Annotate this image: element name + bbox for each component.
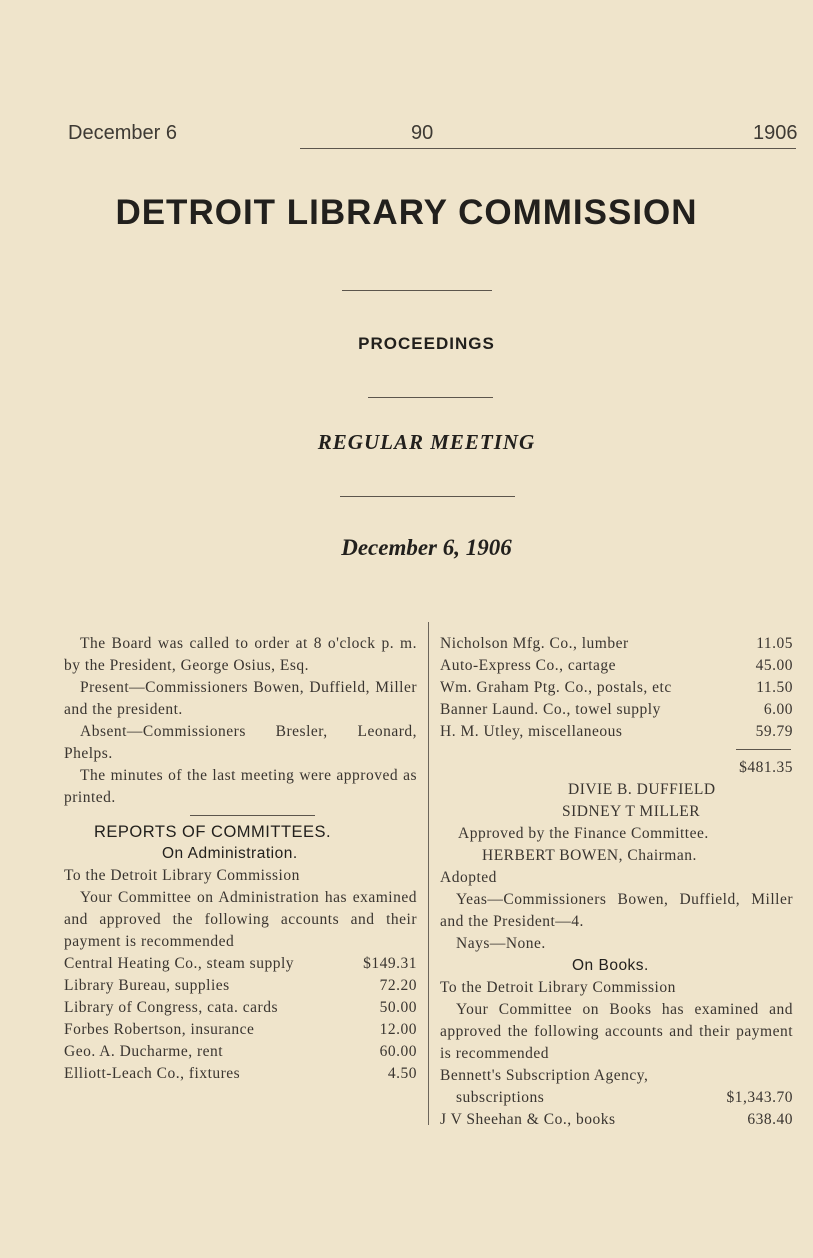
call-to-order: The Board was called to order at 8 o'clock p. m. by the President, George Osius, Esq. — [64, 635, 417, 674]
account-amount: 638.40 — [747, 1111, 793, 1128]
account-amount: 11.50 — [756, 679, 793, 696]
signature-miller: SIDNEY T MILLER — [562, 803, 701, 820]
reports-divider — [190, 815, 315, 816]
adopted-note: Adopted — [440, 869, 497, 886]
account-amount: $149.31 — [363, 955, 417, 972]
account-amount: 12.00 — [379, 1021, 417, 1038]
account-name: J V Sheehan & Co., books — [440, 1111, 616, 1128]
reports-heading: REPORTS OF COMMITTEES. — [94, 823, 332, 841]
account-row — [440, 677, 793, 699]
account-amount: 72.20 — [379, 977, 417, 994]
books-report-text: Your Committee on Books has examined and approved the following accounts and their payment is recommended — [440, 1001, 793, 1062]
signature-duffield: DIVIE B. DUFFIELD — [568, 781, 716, 798]
account-amount: 50.00 — [379, 999, 417, 1016]
meeting-heading: REGULAR MEETING — [317, 430, 536, 454]
account-row — [64, 1041, 417, 1063]
account-amount: 60.00 — [379, 1043, 417, 1060]
account-amount: $1,343.70 — [726, 1089, 793, 1106]
account-name: Central Heating Co., steam supply — [64, 955, 295, 972]
absent-list: Absent—Commissioners Bresler, Leonard, Phelps. — [64, 723, 417, 762]
account-row — [64, 997, 417, 1019]
finance-chairman: HERBERT BOWEN, Chairman. — [482, 847, 697, 864]
accounts-total: $481.35 — [739, 759, 793, 776]
account-row — [440, 633, 793, 655]
account-amount: 6.00 — [763, 701, 793, 718]
account-row — [64, 1019, 417, 1041]
page-title: DETROIT LIBRARY COMMISSION — [115, 193, 698, 232]
account-name: Library of Congress, cata. cards — [64, 999, 278, 1016]
column-divider — [428, 622, 429, 1125]
books-heading: On Books. — [572, 957, 649, 974]
account-name: Nicholson Mfg. Co., lumber — [440, 635, 629, 652]
account-name: H. M. Utley, miscellaneous — [440, 723, 623, 740]
admin-accounts — [64, 953, 417, 1085]
meeting-date: December 6, 1906 — [341, 535, 512, 560]
account-row — [440, 1087, 793, 1109]
account-row — [64, 1063, 417, 1085]
account-name: Auto-Express Co., cartage — [440, 657, 617, 674]
right-column — [440, 633, 793, 1131]
account-row — [64, 975, 417, 997]
account-row — [440, 699, 793, 721]
admin-accounts-continued — [440, 633, 793, 743]
nays-vote: Nays—None. — [456, 935, 546, 952]
title-divider — [342, 290, 492, 291]
total-rule — [736, 749, 791, 750]
left-column — [64, 633, 417, 1085]
account-name: Banner Laund. Co., towel supply — [440, 701, 661, 718]
minutes-approval: The minutes of the last meeting were approved as printed. — [64, 767, 417, 806]
admin-report-text: Your Committee on Administration has examined and approved the following accounts and their payment is recommended — [64, 889, 417, 950]
header-rule — [300, 148, 796, 149]
account-name: Elliott-Leach Co., fixtures — [64, 1065, 241, 1082]
proceedings-heading: PROCEEDINGS — [358, 334, 495, 353]
account-name: Geo. A. Ducharme, rent — [64, 1043, 224, 1060]
account-row — [440, 655, 793, 677]
total-rule-wrap — [440, 743, 793, 757]
header-date: December 6 — [68, 122, 177, 144]
account-amount: 11.05 — [756, 635, 793, 652]
section-spacer — [64, 809, 417, 821]
present-list: Present—Commissioners Bowen, Duffield, Miller and the president. — [64, 679, 417, 718]
proceedings-divider — [368, 397, 493, 398]
admin-address: To the Detroit Library Commission — [64, 867, 300, 884]
account-name: subscriptions — [456, 1089, 545, 1106]
account-name: Forbes Robertson, insurance — [64, 1021, 255, 1038]
page-number: 90 — [411, 122, 434, 144]
account-name: Library Bureau, supplies — [64, 977, 230, 994]
header-year: 1906 — [753, 122, 798, 144]
bennett-account-name: Bennett's Subscription Agency, — [440, 1067, 649, 1084]
account-row — [440, 1109, 793, 1131]
account-name: Wm. Graham Ptg. Co., postals, etc — [440, 679, 672, 696]
administration-heading: On Administration. — [162, 845, 298, 862]
account-amount: 4.50 — [387, 1065, 417, 1082]
finance-approval: Approved by the Finance Committee. — [458, 825, 709, 842]
account-amount: 45.00 — [755, 657, 793, 674]
account-row — [440, 721, 793, 743]
yeas-vote: Yeas—Commissioners Bowen, Duffield, Miller and the President—4. — [440, 891, 793, 930]
account-row — [64, 953, 417, 975]
account-amount: 59.79 — [755, 723, 793, 740]
books-address: To the Detroit Library Commission — [440, 979, 676, 996]
meeting-divider — [340, 496, 515, 497]
